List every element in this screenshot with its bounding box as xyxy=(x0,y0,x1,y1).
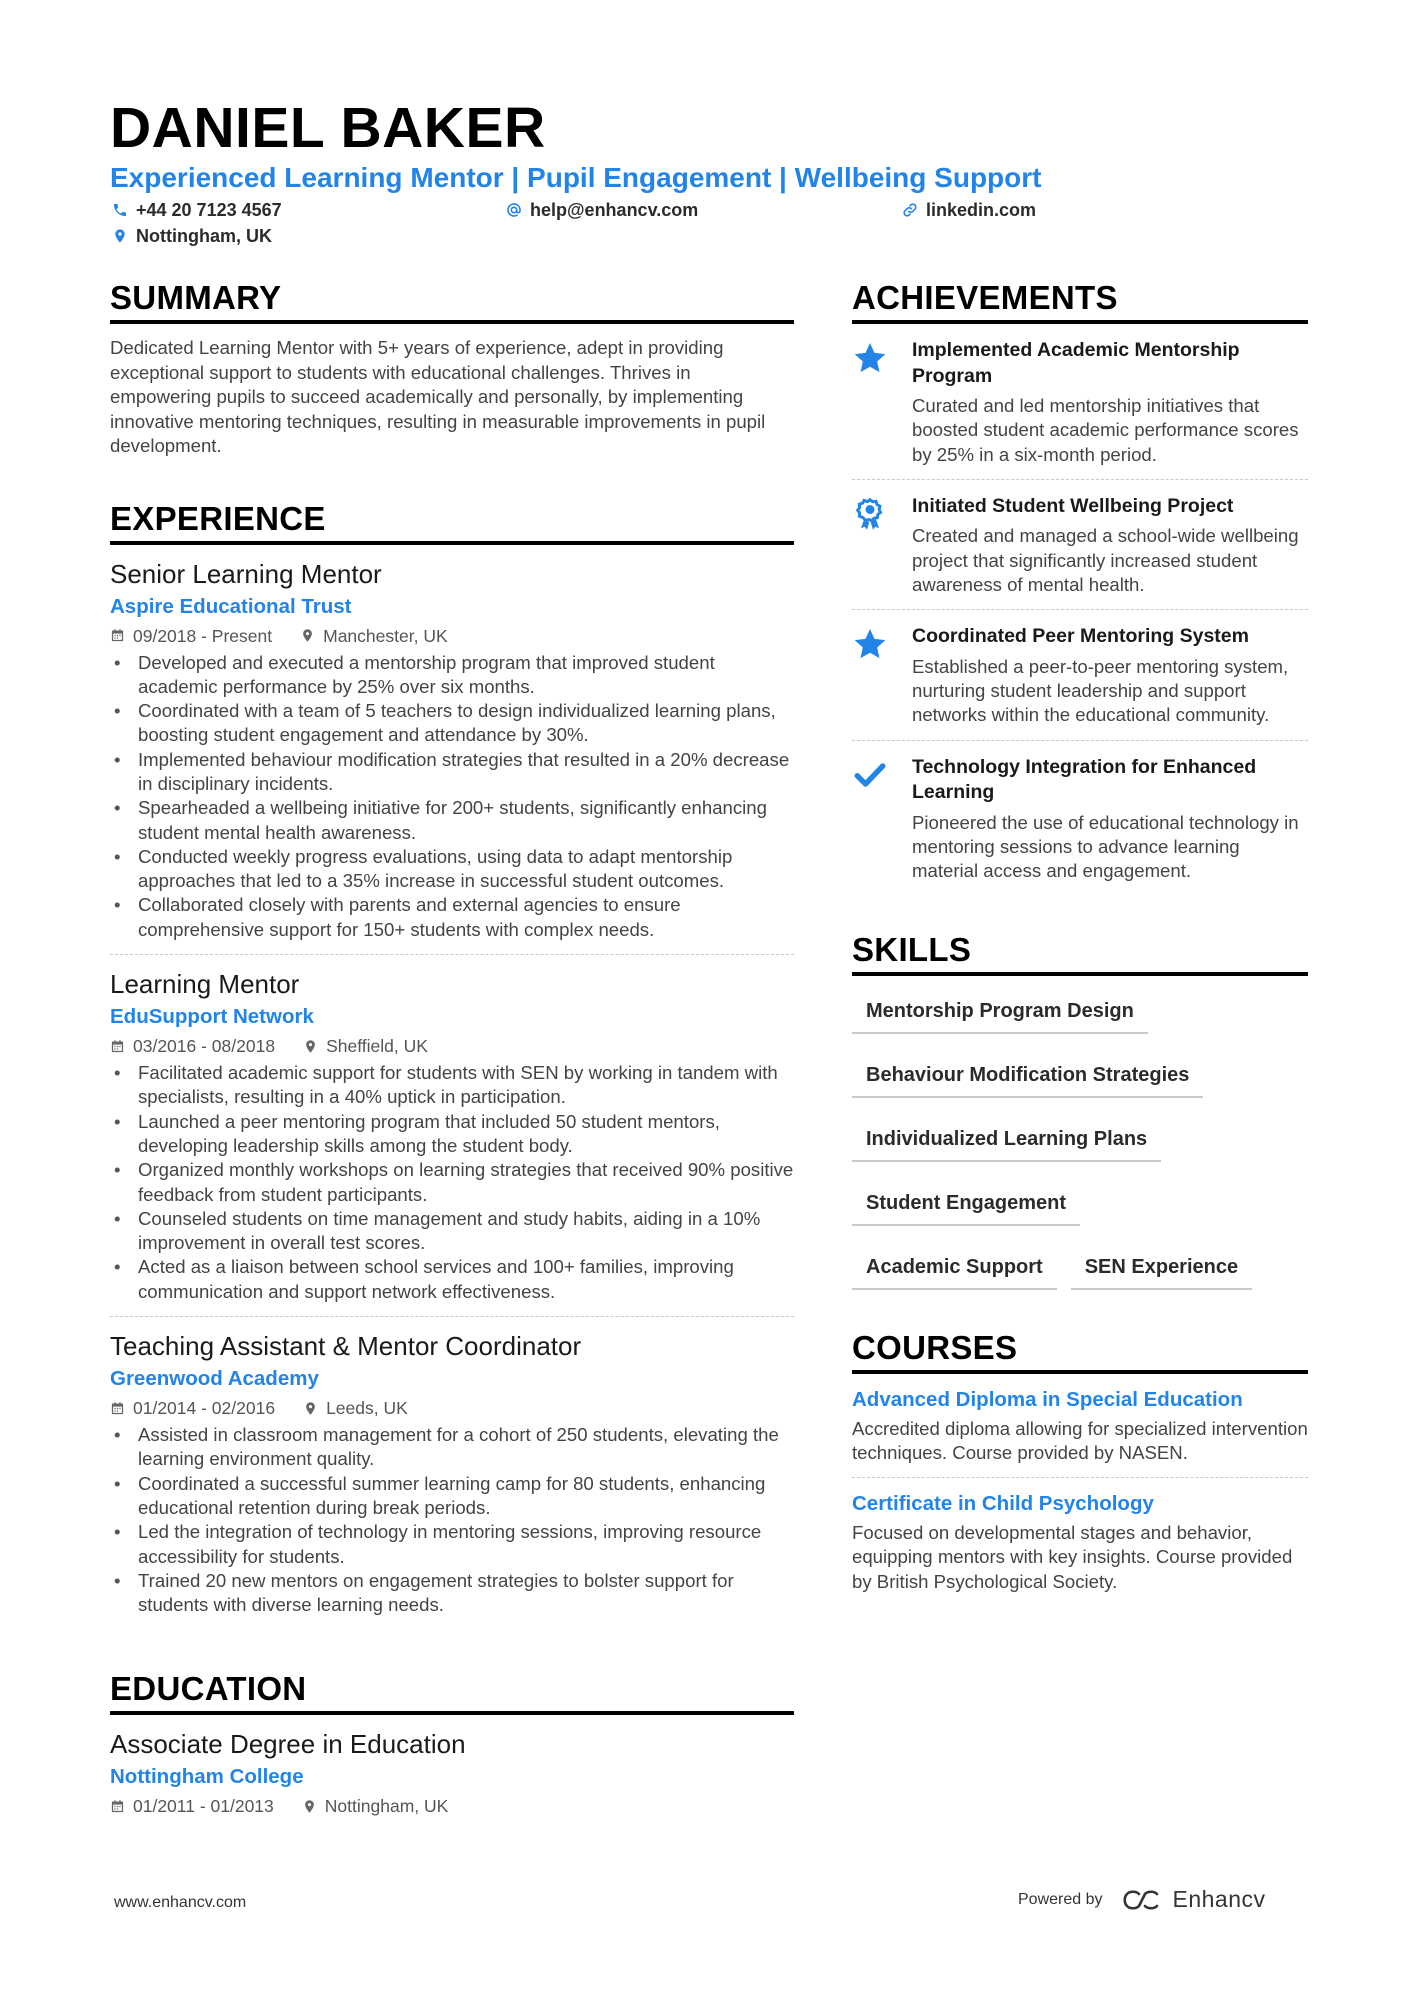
courses-section xyxy=(852,1328,1308,1606)
job-location: Leeds, UK xyxy=(326,1398,408,1419)
contact-linkedin[interactable] xyxy=(902,198,1036,222)
degree-title: Associate Degree in Education xyxy=(110,1729,466,1760)
company-name: EduSupport Network xyxy=(110,1005,314,1029)
course-title: Certificate in Child Psychology xyxy=(852,1492,1154,1516)
bullet-item: • Acted as a liaison between school services and 100+ families, improving communication and support network effectiveness. xyxy=(110,1255,794,1304)
education-location: Nottingham, UK xyxy=(324,1796,449,1817)
achievement-desc: Established a peer-to-peer mentoring system, nurturing student leadership and support networks within the educational community. xyxy=(912,655,1289,726)
contact-email[interactable] xyxy=(506,198,698,222)
achievement-title: Technology Integration for Enhanced Learning xyxy=(912,755,1257,804)
achievement-item xyxy=(852,610,1308,740)
calendar-icon xyxy=(110,628,125,643)
bullet-item: • Trained 20 new mentors on engagement strategies to bolster support for students with diverse learning needs. xyxy=(110,1569,794,1618)
job-location: Sheffield, UK xyxy=(326,1036,428,1057)
bullet-item: • Implemented behaviour modification strategies that resulted in a 20% decrease in disciplinary incidents. xyxy=(110,748,794,797)
enhancv-logo-icon xyxy=(1119,1888,1165,1912)
left-column xyxy=(110,278,794,1831)
calendar-icon xyxy=(110,1799,125,1814)
at-sign-icon xyxy=(506,202,522,218)
education-meta xyxy=(110,1793,794,1819)
bullet-item: • Launched a peer mentoring program that included 50 student mentors, developing leadership skills among the student body. xyxy=(110,1110,794,1159)
summary-text: Dedicated Learning Mentor with 5+ years of experience, adept in providing exceptional support to students with educational challenges. Thrives in empowering pupils to succeed academically and personally, by implementing innovative mentoring techniques, resulting in measurable improvements in pupil development. xyxy=(110,337,766,456)
bullet-item: • Coordinated with a team of 5 teachers to design individualized learning plans, boosting student engagement and attendance by 30%. xyxy=(110,699,794,748)
achievement-title: Implemented Academic Mentorship Program xyxy=(912,339,1240,387)
location-pin-icon xyxy=(112,228,128,244)
job-bullets xyxy=(110,651,794,943)
bullet-item: • Organized monthly workshops on learning strategies that received 90% positive feedback from student participants. xyxy=(110,1158,794,1207)
bullet-item: • Developed and executed a mentorship program that improved student academic performance by 25% over six months. xyxy=(110,651,794,700)
courses-heading: COURSES xyxy=(852,1328,1308,1374)
course-item xyxy=(852,1478,1308,1606)
contact-phone[interactable] xyxy=(112,198,282,222)
achievement-desc: Created and managed a school-wide wellbeing project that significantly increased student awareness of mental health. xyxy=(912,525,1299,595)
job-location: Manchester, UK xyxy=(323,625,448,646)
skill-tag: Mentorship Program Design xyxy=(852,988,1148,1034)
course-title: Advanced Diploma in Special Education xyxy=(852,1387,1243,1411)
job-entry xyxy=(110,1317,794,1629)
bullet-item: • Spearheaded a wellbeing initiative for 200+ students, significantly enhancing student mental health awareness. xyxy=(110,796,794,845)
bullet-item: • Led the integration of technology in mentoring sessions, improving resource accessibility for students. xyxy=(110,1520,794,1569)
candidate-name: DANIEL BAKER xyxy=(110,96,546,160)
skills-heading: SKILLS xyxy=(852,930,1308,976)
footer-branding xyxy=(1018,1886,1266,1913)
skill-tag: Student Engagement xyxy=(852,1180,1080,1226)
achievement-title: Initiated Student Wellbeing Project xyxy=(912,494,1234,517)
education-entry xyxy=(110,1715,794,1831)
company-name: Greenwood Academy xyxy=(110,1367,319,1391)
job-title: Teaching Assistant & Mentor Coordinator xyxy=(110,1331,582,1362)
course-desc: Focused on developmental stages and behavior, equipping mentors with key insights. Course provided by British Psychological Society. xyxy=(852,1522,1293,1592)
education-section xyxy=(110,1669,794,1831)
course-desc: Accredited diploma allowing for specialized intervention techniques. Course provided by NASEN. xyxy=(852,1417,1308,1463)
contact-location xyxy=(112,224,272,248)
skill-tag: SEN Experience xyxy=(1071,1244,1252,1290)
location-pin-icon xyxy=(303,1039,318,1054)
job-bullets xyxy=(110,1423,794,1617)
calendar-icon xyxy=(110,1401,125,1416)
bullet-item: • Assisted in classroom management for a cohort of 250 students, elevating the learning environment quality. xyxy=(110,1423,794,1472)
summary-section xyxy=(110,278,794,459)
job-dates: 01/2014 - 02/2016 xyxy=(133,1398,276,1419)
location-pin-icon xyxy=(303,1401,318,1416)
skills-section xyxy=(852,930,1308,1308)
achievement-desc: Pioneered the use of educational technology in mentoring sessions to advance learning material access and engagement. xyxy=(912,811,1299,882)
calendar-icon xyxy=(110,1039,125,1054)
award-ribbon-icon xyxy=(852,496,888,532)
right-column xyxy=(852,278,1308,1606)
bullet-item: • Conducted weekly progress evaluations, using data to adapt mentorship approaches that led to a 35% increase in successful student outcomes. xyxy=(110,845,794,894)
star-icon xyxy=(852,626,888,662)
phone-text: +44 20 7123 4567 xyxy=(136,200,282,220)
experience-heading: EXPERIENCE xyxy=(110,499,794,545)
summary-heading: SUMMARY xyxy=(110,278,794,324)
course-item xyxy=(852,1374,1308,1479)
achievement-item xyxy=(852,480,1308,610)
powered-by-label: Powered by xyxy=(1018,1890,1103,1908)
achievement-item xyxy=(852,741,1308,896)
bullet-item: • Facilitated academic support for students with SEN by working in tandem with specialists, resulting in a 40% uptick in participation. xyxy=(110,1061,794,1110)
bullet-item: • Counseled students on time management and study habits, aiding in a 10% improvement in overall test scores. xyxy=(110,1207,794,1256)
checkmark-icon xyxy=(852,757,888,793)
achievement-item xyxy=(852,324,1308,480)
skill-tag: Behaviour Modification Strategies xyxy=(852,1052,1203,1098)
education-dates: 01/2011 - 01/2013 xyxy=(133,1796,274,1817)
location-pin-icon xyxy=(302,1799,317,1814)
achievement-desc: Curated and led mentorship initiatives that boosted student academic performance scores by 25% in a six-month period. xyxy=(912,395,1299,465)
achievements-heading: ACHIEVEMENTS xyxy=(852,278,1308,324)
job-entry xyxy=(110,955,794,1317)
skill-tag: Academic Support xyxy=(852,1244,1057,1290)
skills-list xyxy=(852,988,1308,1308)
enhancv-brand-text: Enhancv xyxy=(1172,1886,1266,1912)
footer-website[interactable]: www.enhancv.com xyxy=(114,1894,247,1911)
job-dates: 09/2018 - Present xyxy=(133,625,273,646)
headline: Experienced Learning Mentor | Pupil Engagement | Wellbeing Support xyxy=(110,162,1042,193)
job-title: Senior Learning Mentor xyxy=(110,558,382,589)
location-text: Nottingham, UK xyxy=(136,226,272,246)
linkedin-text: linkedin.com xyxy=(926,200,1037,220)
achievements-section xyxy=(852,278,1308,896)
location-pin-icon xyxy=(300,628,315,643)
link-icon xyxy=(902,202,918,218)
bullet-item: • Collaborated closely with parents and external agencies to ensure comprehensive support for 150+ students with complex needs. xyxy=(110,893,794,942)
company-name: Aspire Educational Trust xyxy=(110,594,352,618)
phone-icon xyxy=(112,202,128,218)
job-meta xyxy=(110,1395,794,1421)
job-bullets xyxy=(110,1061,794,1304)
experience-section xyxy=(110,499,794,1630)
job-title: Learning Mentor xyxy=(110,969,300,1000)
email-text: help@enhancv.com xyxy=(530,200,699,220)
job-meta xyxy=(110,1033,794,1059)
school-name: Nottingham College xyxy=(110,1765,304,1789)
education-heading: EDUCATION xyxy=(110,1669,794,1715)
achievement-title: Coordinated Peer Mentoring System xyxy=(912,625,1249,648)
job-dates: 03/2016 - 08/2018 xyxy=(133,1036,276,1057)
star-icon xyxy=(852,340,888,376)
bullet-item: • Coordinated a successful summer learning camp for 80 students, enhancing educational retention during break periods. xyxy=(110,1472,794,1521)
job-entry xyxy=(110,545,794,956)
skill-tag: Individualized Learning Plans xyxy=(852,1116,1161,1162)
job-meta xyxy=(110,623,794,649)
enhancv-logo[interactable] xyxy=(1119,1886,1266,1913)
